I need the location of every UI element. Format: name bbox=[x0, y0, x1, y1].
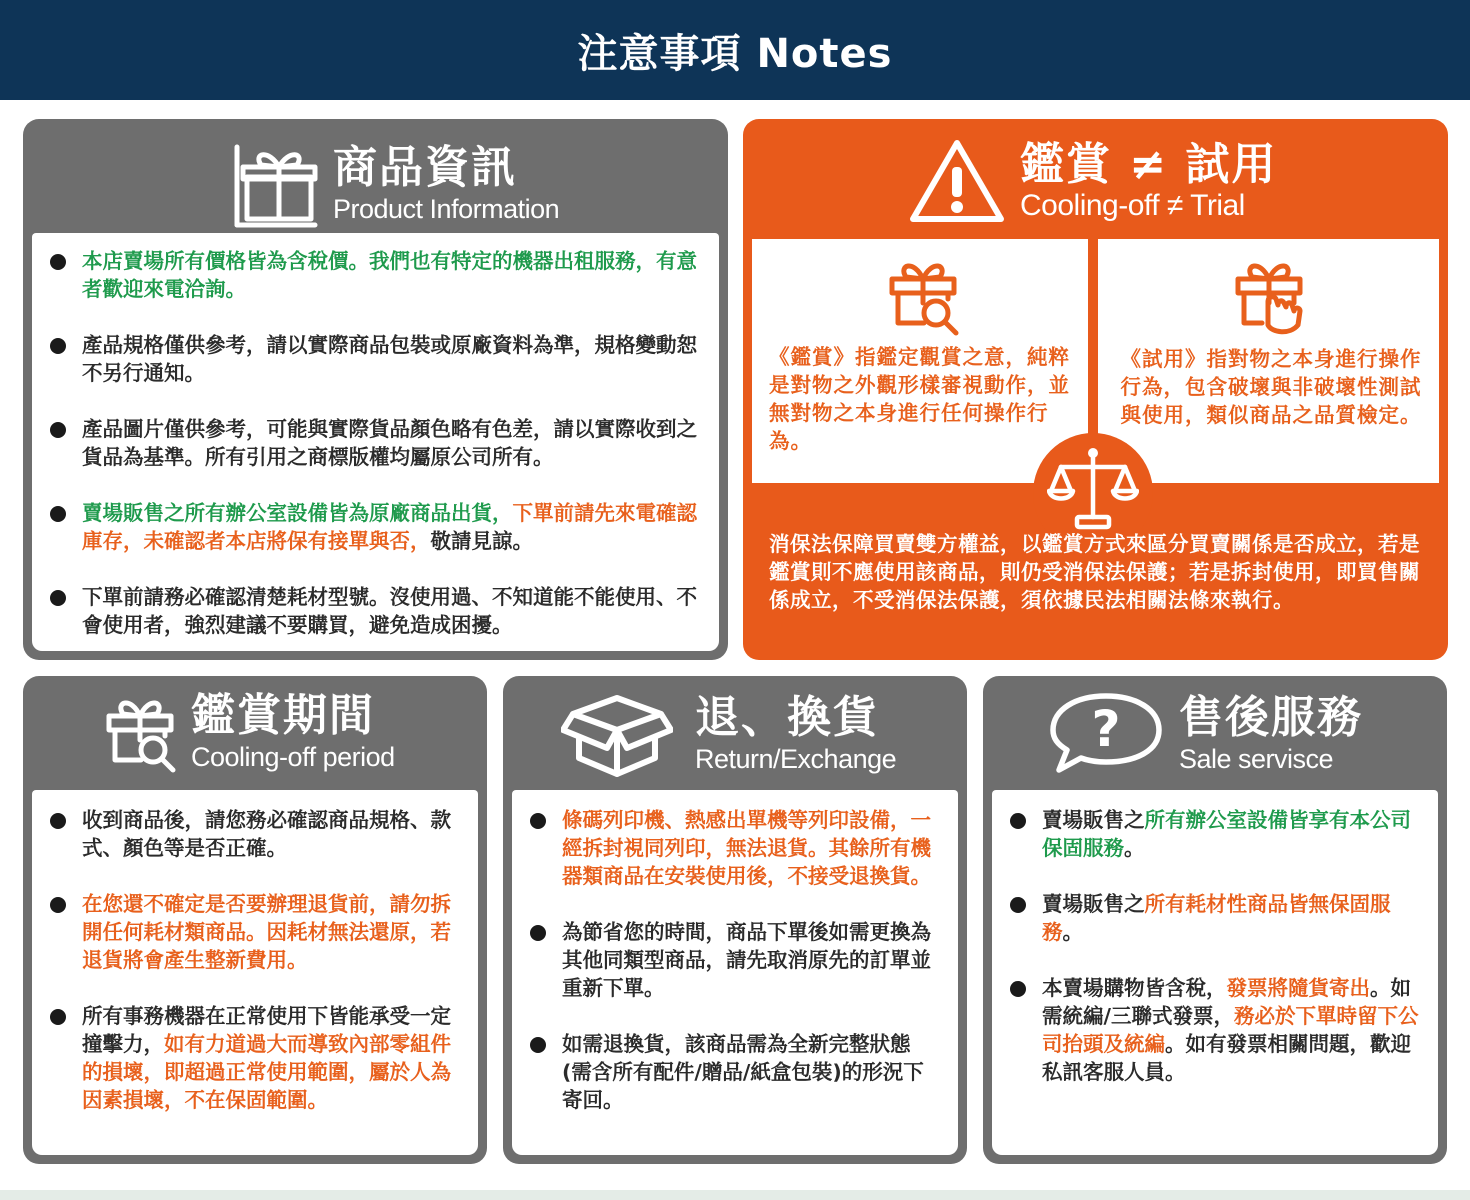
list-item-text: 下單前請務必確認清楚耗材型號。沒使用過、不知道能不能使用、不會使用者，強烈建議不要購買，避免造成困擾。 bbox=[82, 585, 697, 637]
list-item-text: 本賣場購物皆含稅， bbox=[1042, 976, 1227, 1000]
product-info-title: 商品資訊 bbox=[333, 142, 517, 193]
bullet-icon bbox=[1010, 897, 1026, 913]
after-sales-body bbox=[992, 790, 1438, 1155]
list-item bbox=[50, 247, 701, 303]
list-item-text: 條碼列印機、熱感出單機等列印設備，一經拆封視同列印，無法退貨。其餘所有機器類商品在安裝使用後，不接受退換貨。 bbox=[562, 808, 931, 888]
bullet-icon bbox=[50, 813, 66, 829]
trial-definition-panel bbox=[1098, 239, 1439, 483]
bullet-icon bbox=[530, 1037, 546, 1053]
cooling-period-body bbox=[32, 790, 478, 1155]
cooling-vs-trial-title: 鑑賞 ≠ 試用 bbox=[1020, 139, 1278, 190]
list-item-text: 所有事務機器在正常使用下皆能承受一定撞擊力， bbox=[82, 1004, 451, 1056]
warning-triangle-icon bbox=[908, 137, 1006, 225]
list-item-text: 敬請見諒。 bbox=[430, 529, 533, 553]
gift-magnifier-icon bbox=[105, 690, 179, 774]
after-sales-list bbox=[1010, 806, 1422, 1086]
return-exchange-title: 退、換貨 bbox=[695, 692, 879, 743]
product-info-header bbox=[233, 139, 559, 229]
list-item bbox=[50, 890, 460, 974]
cooling-period-list bbox=[50, 806, 460, 1114]
product-info-list bbox=[50, 247, 701, 639]
list-item bbox=[50, 1002, 460, 1114]
return-exchange-body bbox=[512, 790, 958, 1155]
trial-definition-text: 《試用》指對物之本身進行操作行為，包含破壞與非破壞性測試與使用，類似商品之品質檢定。 bbox=[1120, 347, 1422, 427]
gift-box-icon bbox=[233, 139, 319, 229]
list-item bbox=[530, 918, 940, 1002]
gift-magnifier-icon bbox=[886, 253, 962, 337]
list-item bbox=[1010, 974, 1422, 1086]
cooling-period-header bbox=[105, 690, 395, 774]
list-item-text: 如需退換貨，該商品需為全新完整狀態(需含所有配件/贈品/紙盒包裝)的形況下寄回。 bbox=[562, 1032, 924, 1112]
open-box-icon bbox=[561, 690, 673, 778]
list-item-text: 下單前請先來電確認庫存，未確認者本店將保有接單與否， bbox=[82, 501, 697, 553]
bullet-icon bbox=[50, 897, 66, 913]
cooling-period-title: 鑑賞期間 bbox=[191, 690, 375, 741]
list-item bbox=[50, 331, 701, 387]
after-sales-title: 售後服務 bbox=[1179, 692, 1363, 743]
bullet-icon bbox=[1010, 813, 1026, 829]
bottom-strip bbox=[0, 1190, 1470, 1200]
gift-hand-icon bbox=[1232, 253, 1308, 337]
list-item-text: 所有辦公室設備皆享有本公司保固服務 bbox=[1042, 808, 1411, 860]
return-exchange-header bbox=[561, 690, 896, 778]
after-sales-card bbox=[983, 676, 1447, 1164]
question-bubble-icon bbox=[1049, 690, 1163, 778]
list-item-text: 務必於下單時留下公司抬頭及統編 bbox=[1042, 1004, 1419, 1056]
list-item-text: 在您還不確定是否要辦理退貨前，請勿拆開任何耗材類商品。因耗材無法還原，若退貨將會產生整新費用。 bbox=[82, 892, 451, 972]
list-item bbox=[50, 583, 701, 639]
list-item-text: 發票將隨貨寄出 bbox=[1226, 976, 1370, 1000]
after-sales-subtitle: Sale servisce bbox=[1179, 744, 1334, 774]
list-item-text: 如有力道過大而導致內部零組件的損壞，即超過正常使用範圍，屬於人為因素損壞，不在保固範圍。 bbox=[82, 1032, 451, 1112]
cooling-vs-trial-header bbox=[908, 137, 1278, 225]
product-info-subtitle: Product Information bbox=[333, 194, 560, 224]
product-info-card bbox=[23, 119, 728, 660]
list-item bbox=[50, 415, 701, 471]
return-exchange-subtitle: Return/Exchange bbox=[695, 744, 897, 774]
list-item-text: 。如需統編/三聯式發票， bbox=[1042, 976, 1411, 1028]
list-item-text: 所有耗材性商品皆無保固服務 bbox=[1042, 892, 1391, 944]
list-item-text: 。如有發票相關問題，歡迎私訊客服人員。 bbox=[1042, 1032, 1411, 1084]
list-item bbox=[1010, 806, 1422, 862]
cooling-definition-panel bbox=[752, 239, 1088, 483]
svg-text:?: ? bbox=[1091, 700, 1121, 758]
bullet-icon bbox=[50, 1009, 66, 1025]
list-item-text: 產品圖片僅供參考，可能與實際貨品顏色略有色差，請以實際收到之貨品為基準。所有引用之商標版權均屬原公司所有。 bbox=[82, 417, 697, 469]
list-item bbox=[530, 1030, 940, 1114]
list-item-text: 收到商品後，請您務必確認商品規格、款式、顏色等是否正確。 bbox=[82, 808, 451, 860]
cooling-period-subtitle: Cooling-off period bbox=[191, 742, 395, 772]
list-item-text: 賣場販售之 bbox=[1042, 892, 1145, 916]
list-item-text: 賣場販售之所有辦公室設備皆為原廠商品出貨， bbox=[82, 501, 513, 525]
bullet-icon bbox=[50, 506, 66, 522]
list-item-text: 。 bbox=[1062, 920, 1083, 944]
return-exchange-list bbox=[530, 806, 940, 1114]
bullet-icon bbox=[50, 254, 66, 270]
justice-scale-icon bbox=[1047, 445, 1139, 533]
page-title: 注意事項 Notes bbox=[577, 30, 893, 77]
return-exchange-card bbox=[503, 676, 967, 1164]
list-item bbox=[530, 806, 940, 890]
bullet-icon bbox=[1010, 981, 1026, 997]
page-header bbox=[0, 0, 1470, 100]
bullet-icon bbox=[50, 590, 66, 606]
list-item bbox=[1010, 890, 1422, 946]
product-info-body bbox=[32, 233, 719, 651]
after-sales-header bbox=[1049, 690, 1363, 778]
bullet-icon bbox=[50, 422, 66, 438]
bullet-icon bbox=[530, 813, 546, 829]
cooling-vs-trial-card bbox=[743, 119, 1448, 660]
list-item-text: 。 bbox=[1124, 836, 1145, 860]
list-item-text: 為節省您的時間，商品下單後如需更換為其他同類型商品，請先取消原先的訂單並重新下單。 bbox=[562, 920, 931, 1000]
cooling-definition-text: 《鑑賞》指鑑定觀賞之意，純粹是對物之外觀形樣審視動作，並無對物之本身進行任何操作行為。 bbox=[769, 345, 1070, 453]
cooling-vs-trial-subtitle: Cooling-off ≠ Trial bbox=[1020, 189, 1245, 222]
list-item bbox=[50, 499, 701, 555]
cooling-period-card bbox=[23, 676, 487, 1164]
list-item bbox=[50, 806, 460, 862]
bullet-icon bbox=[50, 338, 66, 354]
list-item-text: 本店賣場所有價格皆為含稅價。我們也有特定的機器出租服務，有意者歡迎來電洽詢。 bbox=[82, 249, 697, 301]
list-item-text: 賣場販售之 bbox=[1042, 808, 1145, 832]
consumer-protection-text: 消保法保障買賣雙方權益，以鑑賞方式來區分買賣關係是否成立，若是鑑賞則不應使用該商品，則仍受消保法保護；若是拆封使用，即買售關係成立，不受消保法保護，須依據民法相關法條來執行。 bbox=[769, 532, 1420, 612]
bullet-icon bbox=[530, 925, 546, 941]
list-item-text: 產品規格僅供參考，請以實際商品包裝或原廠資料為準，規格變動恕不另行通知。 bbox=[82, 333, 697, 385]
